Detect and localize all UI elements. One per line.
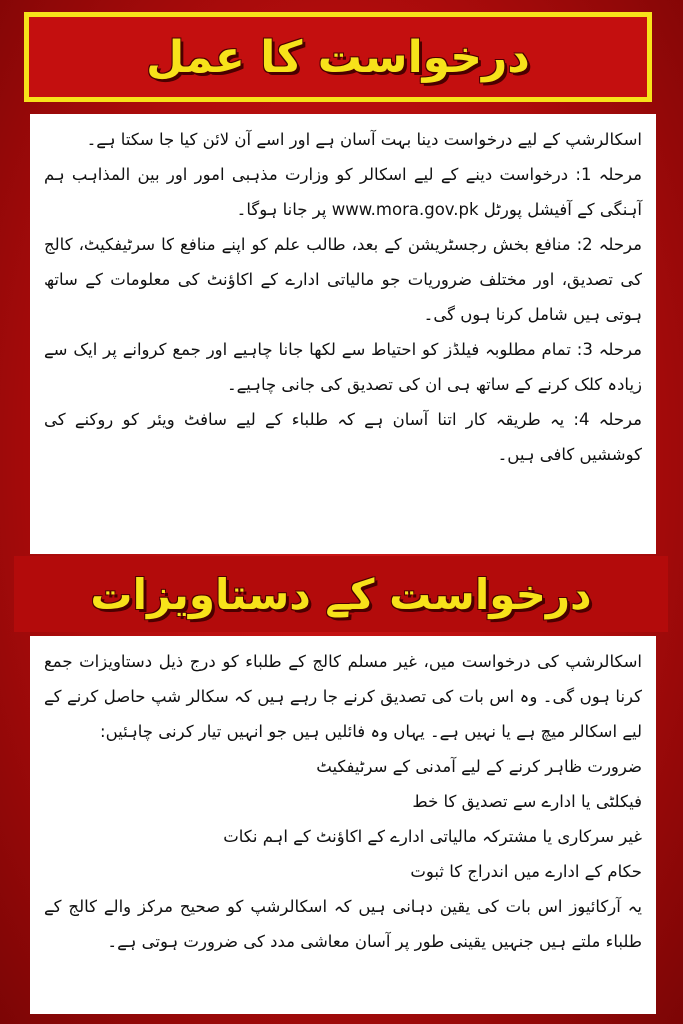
document-item: غیر سرکاری یا مشترکہ مالیاتی ادارے کے اکاؤنٹ کے اہم نکات <box>223 827 642 846</box>
application-process-panel <box>30 114 656 554</box>
document-item: حکام کے ادارے میں اندراج کا ثبوت <box>410 862 642 881</box>
section-title: درخواست کا عمل <box>146 31 530 83</box>
section-banner-application-documents <box>14 556 668 632</box>
step-1: مرحلہ 1: درخواست دینے کے لیے اسکالر کو وزارت مذہبی امور اور بین المذاہب ہم آہنگی کے آفیشل پورٹل www.mora.gov.pk پر جانا ہوگا۔ <box>44 165 642 219</box>
document-item: ضرورت ظاہر کرنے کے لیے آمدنی کے سرٹیفکیٹ <box>316 757 642 776</box>
step-3: مرحلہ 3: تمام مطلوبہ فیلڈز کو احتیاط سے لکھا جانا چاہیے اور جمع کروانے پر ایک سے زیادہ کلک کرنے کے ساتھ ہی ان کی تصدیق کی جانی چاہیے۔ <box>44 340 642 394</box>
step-2: مرحلہ 2: منافع بخش رجسٹریشن کے بعد، طالب علم کو اپنے منافع کا سرٹیفکیٹ، کالج کی تصدیق، اور مختلف ضروریات جو مالیاتی ادارے کے اکاؤنٹ کی معلومات کے ساتھ ہوتی ہیں شامل کرنا ہوں گی۔ <box>44 235 642 324</box>
intro-paragraph: اسکالرشپ کے لیے درخواست دینا بہت آسان ہے اور اسے آن لائن کیا جا سکتا ہے۔ <box>86 130 642 149</box>
step-4: مرحلہ 4: یہ طریقہ کار اتنا آسان ہے کہ طلباء کے لیے سافٹ ویئر کو روکنے کی کوششیں کافی ہیں۔ <box>44 410 642 464</box>
closing-paragraph: یہ آرکائیوز اس بات کی یقین دہانی ہیں کہ اسکالرشپ کو صحیح مرکز والے کالج کے طلباء ملتے ہیں جنہیں یقینی طور پر آسان معاشی مدد کی ضرورت ہوتی ہے۔ <box>44 897 642 951</box>
document-item: فیکلٹی یا ادارے سے تصدیق کا خط <box>412 792 642 811</box>
section-title: درخواست کے دستاویزات <box>90 569 592 619</box>
application-documents-panel <box>30 636 656 1014</box>
documents-intro-paragraph: اسکالرشپ کی درخواست میں، غیر مسلم کالج کے طلباء کو درج ذیل دستاویزات جمع کرنا ہوں گی۔ وہ اس بات کی تصدیق کرنے جا رہے ہیں کہ سکالر شپ حاصل کرنے کے لیے اسکالر میچ ہے یا نہیں ہے۔ یہاں وہ فائلیں ہیں جو انہیں تیار کرنی چاہئیں: <box>44 652 642 741</box>
section-banner-application-process <box>24 12 652 102</box>
